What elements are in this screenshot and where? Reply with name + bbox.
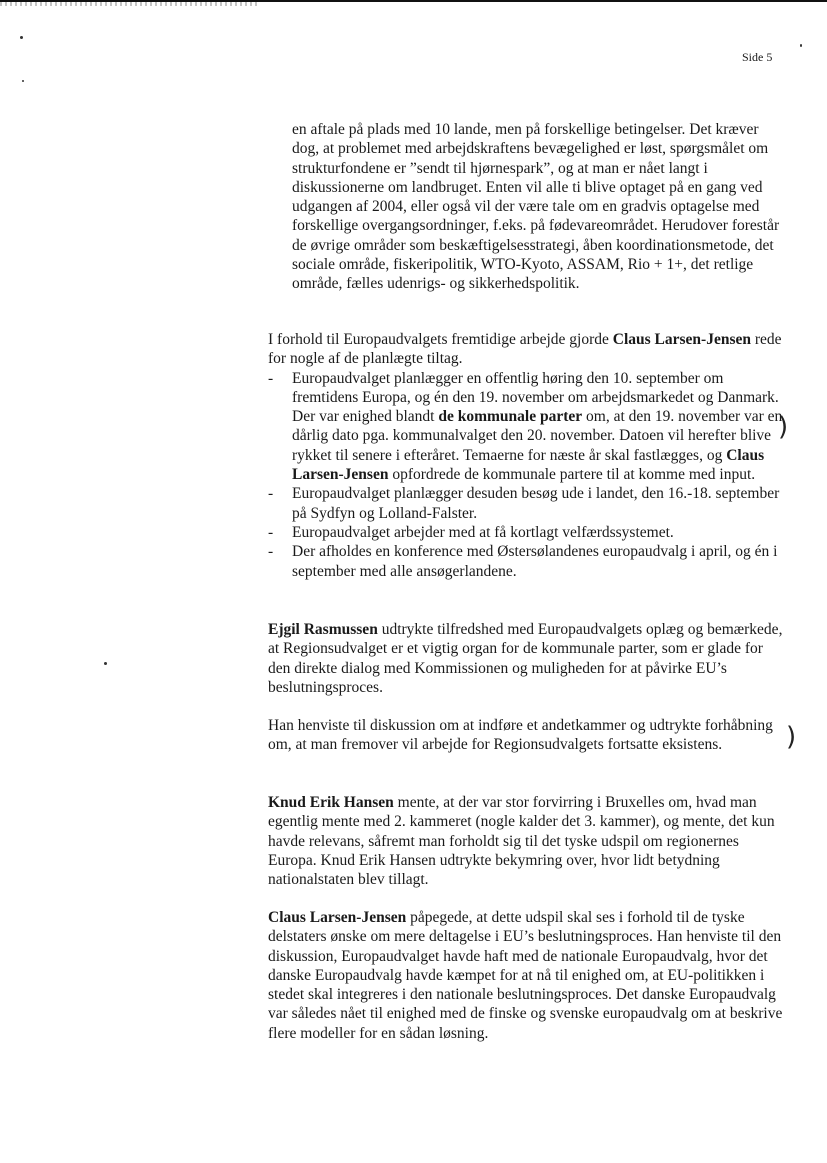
item-text: Europaudvalget planlægger en offentlig høring den 10. september om fremtidens Europa, og én den 19. november om arbejdsmarkedet og Danmark. Der var enighed blandt [292,369,779,426]
margin-paren-mark: ) [778,412,789,442]
paragraph-text: udtrykte tilfredshed med Europaudvalgets oplæg og bemærkede, at Regionsudvalget er et vigtig organ for de kommunale parter, som er glade for den direkte dialog med Kommissionen og muligheden for at påvirke EU’s beslutningsproces. [268,621,783,696]
plans-intro [268,330,788,369]
speaker-name: Claus Larsen-Jensen [268,909,407,926]
intro-text: en aftale på plads med 10 lande, men på forskellige betingelser. Det kræver dog, at problemet med arbejdskraftens bevægelighed er løst, spørgsmålet om strukturfondene er ”sendt til hjørnespark”, og at man er nået langt i diskussionerne om landbruget. Enten vil alle ti blive optaget på en gang ved udgangen af 2004, eller også vil der være tale om en gradvis optagelse med forskellige overgangsordninger, f.eks. på fødevareområdet. Herudover forestår de øvrige områder som beskæftigelsesstrategi, åben koordinationsmetode, det sociale område, fiskeripolitik, WTO-Kyoto, ASSAM, Rio + 1+, det retlige område, fælles udenrigs- og sikkerhedspolitik. [292,121,780,293]
intro-paragraph [292,120,782,294]
page-number: Side 5 [742,50,773,64]
item-text: om, at den 19. november var en dårlig dato pga. kommunalvalget den 20. november. Datoen vil herefter blive rykket til senere i efteråret. Temaerne for næste år skal fastlægges, og [292,408,783,464]
plans-list [268,369,788,581]
margin-paren-mark: ) [786,722,797,752]
section-plans [268,330,788,581]
section-larsen [268,908,788,1043]
section-rasmussen [268,620,788,697]
paragraph-text: påpegede, at dette udspil skal ses i forhold til de tyske delstaters ønske om mere deltagelse i EU’s beslutningsproces. Han henviste til den diskussion, Europaudvalget havde haft med de nationale Europaudvalg, hvor det danske Europaudvalg havde kæmpet for at nå til enighed om, at EU-politikken i stedet skal integreres i den nationale beslutningsproces. Det danske Europaudvalg var således nået til enighed med de finske og svenske europaudvalg om at beskrive flere modeller for en sådan løsning. [268,909,783,1042]
paragraph-text: mente, at der var stor forvirring i Bruxelles om, hvad man egentlig mente med 2. kammeret (nogle kalder det 3. kammer), og mente, det kun havde relevans, såfremt man forholdt sig til det tyske udspil om regionernes Europa. Knud Erik Hansen udtrykte bekymring over, hvor lidt betydning nationalstaten blev tillagt. [268,794,775,889]
rasmussen-paragraph-2: Han henviste til diskussion om at indføre et andetkammer og udtrykte forhåbning om, at man fremover vil arbejde for Regionsudvalgets fortsatte eksistens. [268,717,773,754]
plans-intro-before: I forhold til Europaudvalgets fremtidige arbejde gjorde [268,331,613,348]
scan-speck [20,36,23,39]
speaker-name: Knud Erik Hansen [268,794,394,811]
section-rasmussen-2 [268,716,798,755]
larsen-paragraph [268,908,788,1043]
speaker-name: Ejgil Rasmussen [268,621,378,638]
section-hansen [268,793,788,889]
item-bold: de kommunale parter [438,408,583,426]
scan-speck [22,80,24,82]
item-text: opfordrede de kommunale partere til at komme med input. [388,466,756,484]
hansen-paragraph [268,793,788,889]
item-text: Europaudvalget arbejder med at få kortlagt velfærdssystemet. [292,523,674,541]
speaker-name: Claus Larsen-Jensen [612,331,751,348]
plans-intro-after: rede for nogle af de planlægte tiltag. [268,331,782,368]
list-item [268,369,788,485]
scan-speck [800,44,802,47]
list-item [268,542,788,581]
item-text: Der afholdes en konference med Østersølandenes europaudvalg i april, og én i september med alle ansøgerlandene. [292,543,778,580]
rasmussen-paragraph [268,620,788,697]
item-text: Europaudvalget planlægger desuden besøg ude i landet, den 16.-18. september på Sydfyn og Lolland-Falster. [292,485,780,522]
list-item [268,484,788,523]
scan-edge-noise [0,2,260,6]
item-bold: Claus Larsen-Jensen [292,446,765,484]
scan-speck [104,662,107,665]
list-item [268,523,788,542]
